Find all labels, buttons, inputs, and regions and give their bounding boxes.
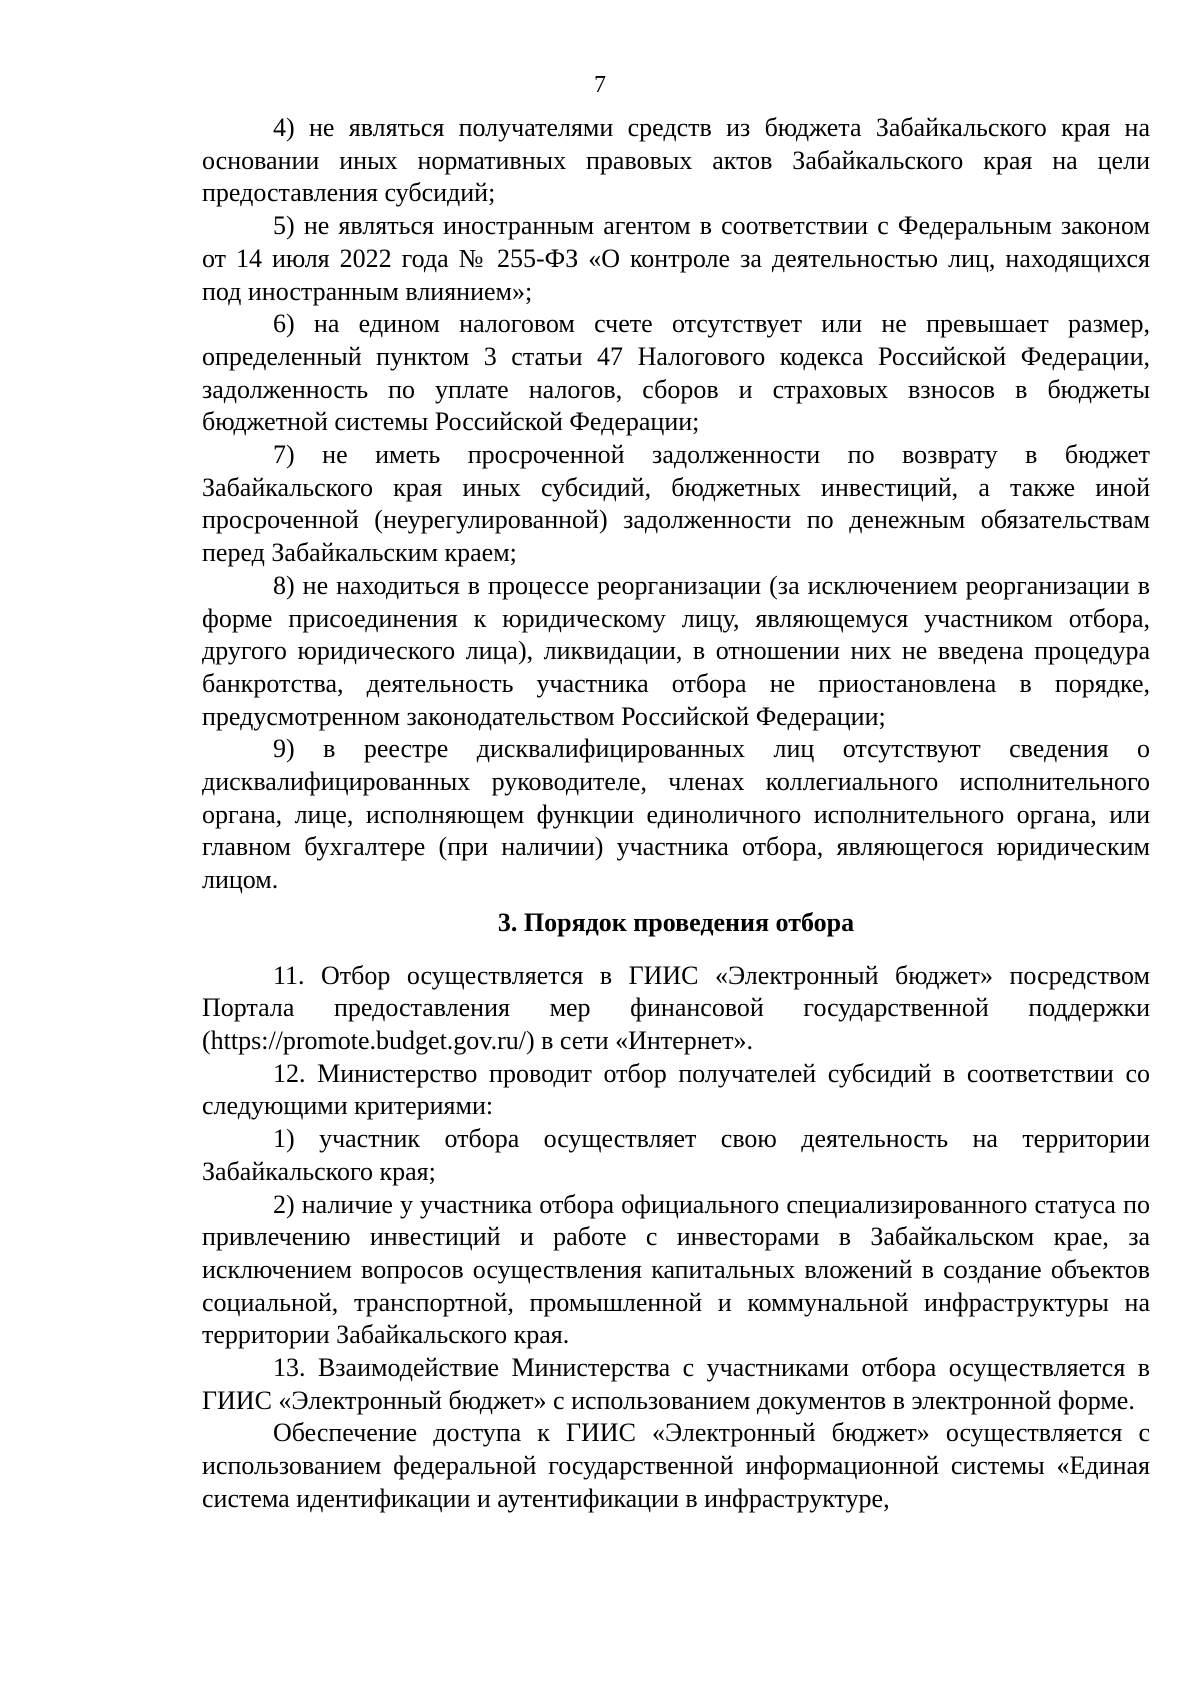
paragraph-criterion-1: 1) участник отбора осуществляет свою деятельность на территории Забайкальского края; <box>202 1124 1150 1186</box>
page-number: 7 <box>594 72 606 98</box>
paragraph-item-8: 8) не находиться в процессе реорганизации (за исключением реорганизации в форме присоединения к юридическому лицу, являющемуся участником отбора, другого юридического лица), ликвидации, в отношении них не введена процедура банкротства, деятельность участника отбора не приостановлена в порядке, предусмотренном законодательством Российской Федерации; <box>202 570 1150 731</box>
paragraph-clause-11: 11. Отбор осуществляется в ГИИС «Электронный бюджет» посредством Портала предоставления мер финансовой государственной поддержки (https://promote.budget.gov.ru/) в сети «Интернет». <box>202 960 1150 1055</box>
paragraph-item-6: 6) на едином налоговом счете отсутствует или не превышает размер, определенный пунктом 3 статьи 47 Налогового кодекса Российской Федерации, задолженность по уплате налогов, сборов и страховых взносов в бюджеты бюджетной системы Российской Федерации; <box>202 309 1150 437</box>
document-body <box>202 112 1150 1516</box>
paragraph-item-7: 7) не иметь просроченной задолженности по возврату в бюджет Забайкальского края иных субсидий, бюджетных инвестиций, а также иной просроченной (неурегулированной) задолженности по денежным обязательствам перед Забайкальским краем; <box>202 440 1150 568</box>
paragraph-clause-12: 12. Министерство проводит отбор получателей субсидий в соответствии со следующими критериями: <box>202 1058 1150 1121</box>
paragraph-item-4: 4) не являться получателями средств из бюджета Забайкальского края на основании иных нормативных правовых актов Забайкальского края на цели предоставления субсидий; <box>202 113 1150 208</box>
paragraph-access: Обеспечение доступа к ГИИС «Электронный бюджет» осуществляется с использованием федеральной государственной информационной системы «Единая система идентификации и аутентификации в инфраструктуре, <box>202 1418 1150 1513</box>
paragraph-item-5: 5) не являться иностранным агентом в соответствии с Федеральным законом от 14 июля 2022 года № 255-ФЗ «О контроле за деятельностью лиц, находящихся под иностранным влиянием»; <box>202 211 1150 306</box>
section-heading: 3. Порядок проведения отбора <box>497 907 855 937</box>
paragraph-criterion-2: 2) наличие у участника отбора официального специализированного статуса по привлечению инвестиций и работе с инвесторами в Забайкальском крае, за исключением вопросов осуществления капитальных вложений в создание объектов социальной, транспортной, промышленной и коммунальной инфраструктуры на территории Забайкальского края. <box>202 1189 1150 1350</box>
paragraph-item-9: 9) в реестре дисквалифицированных лиц отсутствуют сведения о дисквалифицированных руководителе, членах коллегиального исполнительного органа, лице, исполняющем функции единоличного исполнительного органа, или главном бухгалтере (при наличии) участника отбора, являющегося юридическим лицом. <box>202 734 1150 895</box>
paragraph-clause-13: 13. Взаимодействие Министерства с участниками отбора осуществляется в ГИИС «Электронный бюджет» с использованием документов в электронной форме. <box>202 1353 1150 1415</box>
